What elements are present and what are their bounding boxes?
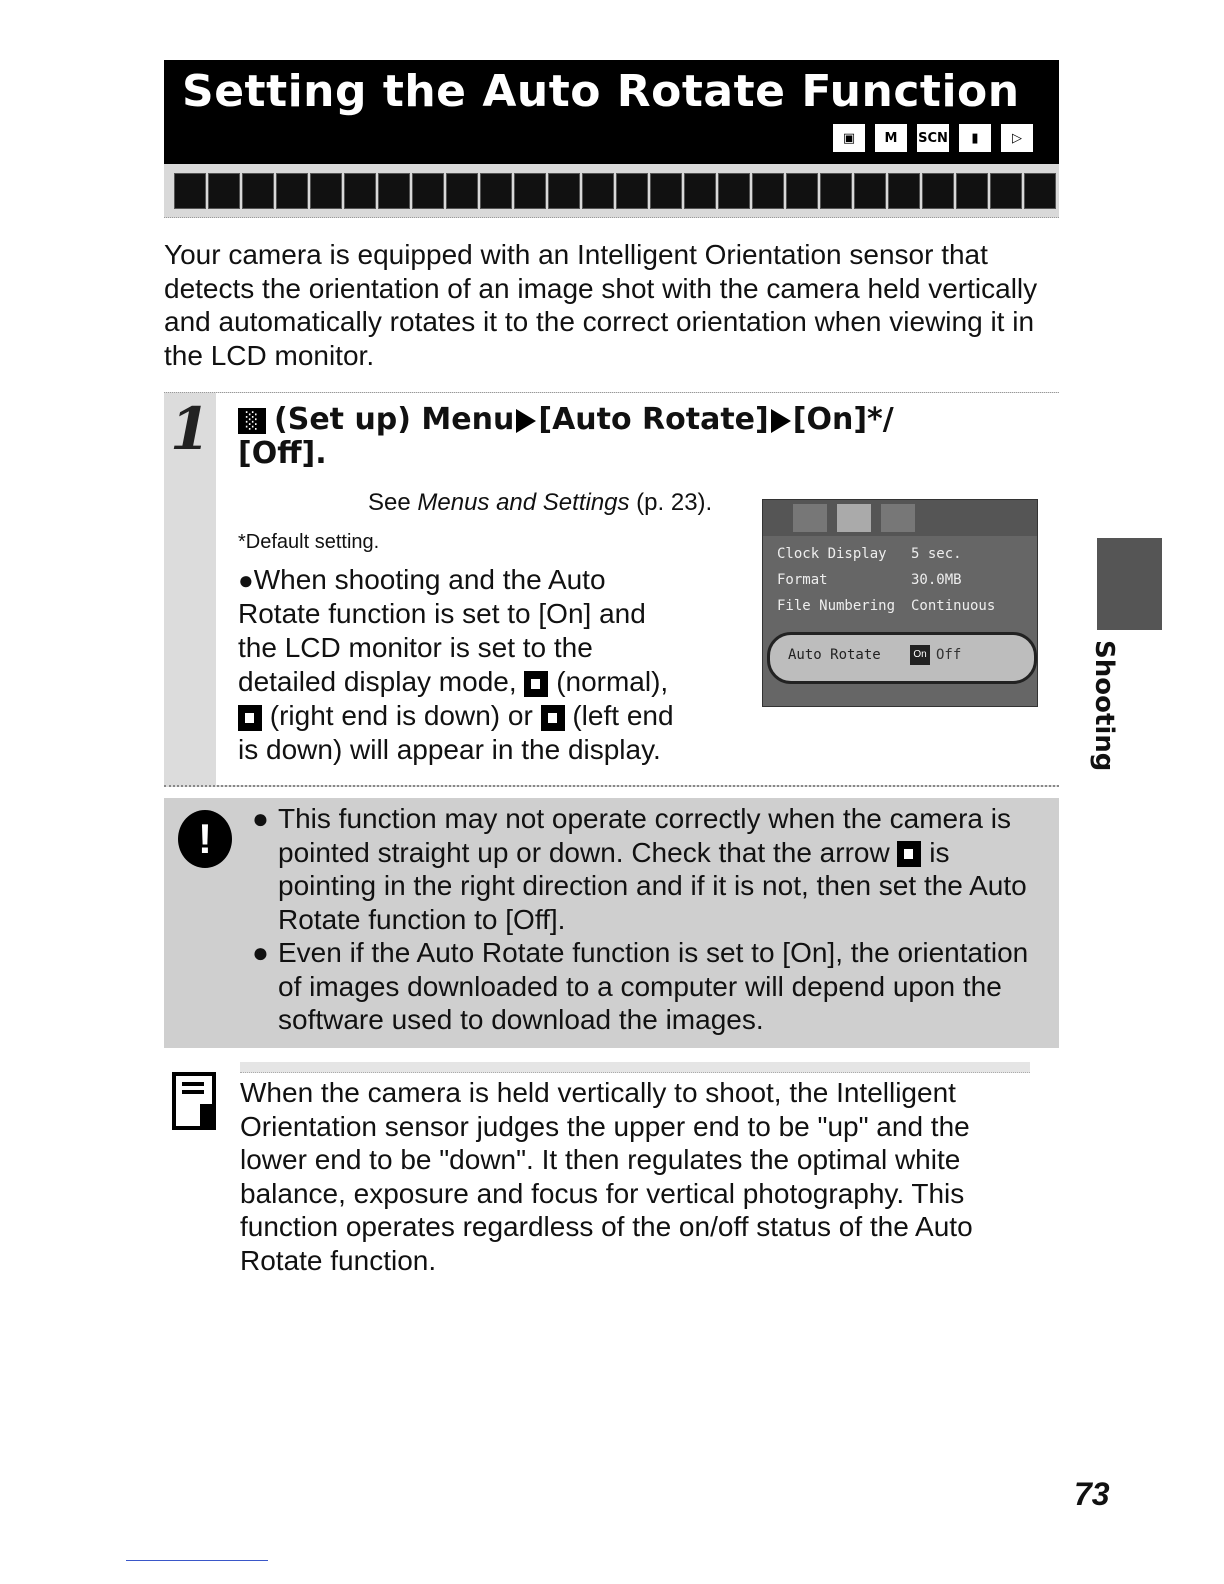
- see-link-title: Menus and Settings: [417, 489, 630, 516]
- bullet-text-a: When shooting and the Auto Rotate function is set to [On] and the LCD monitor is set to the detailed display mode,: [238, 564, 646, 697]
- mode-icons-top: [831, 122, 1035, 154]
- shooting-mode-icon: [446, 173, 478, 209]
- shooting-mode-icon: [208, 173, 240, 209]
- lcd-row-label: Format: [777, 572, 828, 588]
- shooting-mode-icon: [752, 173, 784, 209]
- caution-text: is pointing in the right direction and if it is not, then set the Auto Rotate function to [Off].: [278, 836, 1027, 935]
- shooting-mode-icon: [548, 173, 580, 209]
- lcd-row-value: 5 sec.: [911, 546, 962, 562]
- shooting-mode-icon: [616, 173, 648, 209]
- lcd-row: [777, 546, 1023, 568]
- heading-part3: [On]*/: [792, 402, 894, 437]
- shooting-mode-icon: [922, 173, 954, 209]
- shooting-mode-icon-strip: [164, 164, 1059, 218]
- lcd-menu-screenshot: [762, 499, 1038, 707]
- shooting-mode-icon: [480, 173, 512, 209]
- default-setting-note: *Default setting.: [238, 531, 380, 553]
- bullet-text-d: (left end is down) will appear in the display.: [238, 700, 674, 765]
- note-icon: [172, 1072, 216, 1130]
- footer-line: [126, 1560, 268, 1561]
- step-box: [164, 392, 1059, 787]
- bullet-icon: ●: [252, 803, 269, 834]
- lcd-tab-mycamera-icon: [881, 504, 915, 532]
- step-content: [216, 393, 1059, 785]
- step-number: 1: [170, 395, 211, 463]
- shooting-mode-icon: [276, 173, 308, 209]
- heading-part4: [Off].: [238, 436, 327, 471]
- caution-list: [244, 802, 1044, 1037]
- arrow-icon: [771, 409, 791, 433]
- lcd-row-label: File Numbering: [777, 598, 896, 614]
- shooting-mode-icon: [310, 173, 342, 209]
- page-number: 73: [1074, 1476, 1110, 1512]
- lcd-tab-bar: [763, 500, 1037, 536]
- intro-paragraph: Your camera is equipped with an Intelligent Orientation sensor that detects the orientation of an image shot with the camera held vertically and automatically rotates it to the correct orientation when viewing it in the LCD monitor.: [164, 239, 1038, 371]
- shooting-mode-icon: [514, 173, 546, 209]
- bullet-text-c: (right end is down) or: [269, 700, 533, 731]
- orientation-left-down-icon: [541, 705, 565, 731]
- shooting-mode-icon: [412, 173, 444, 209]
- caution-text: Even if the Auto Rotate function is set to [On], the orientation of images downloaded to a computer will depend upon the software used to download the images.: [278, 937, 1029, 1035]
- shooting-mode-icon: [344, 173, 376, 209]
- playback-mode-icon: ▷: [999, 122, 1035, 154]
- arrow-icon: [516, 409, 536, 433]
- shooting-mode-icon: [820, 173, 852, 209]
- caution-icon: !: [178, 810, 232, 868]
- shooting-mode-icon: [378, 173, 410, 209]
- step-heading: [238, 403, 998, 471]
- chapter-tab: [1097, 538, 1162, 630]
- lcd-tab-setup-icon: [837, 504, 871, 532]
- shooting-mode-icon: [1024, 173, 1056, 209]
- shooting-mode-icon: [582, 173, 614, 209]
- bullet-icon: ●: [238, 565, 254, 595]
- chapter-tab-label: [1085, 640, 1125, 780]
- lcd-on-option: On: [910, 645, 930, 665]
- lcd-row-value: 30.0MB: [911, 572, 962, 588]
- shooting-mode-icon: [854, 173, 886, 209]
- manual-mode-icon: M: [873, 122, 909, 154]
- title-bar: [164, 60, 1059, 164]
- shooting-mode-icon: [684, 173, 716, 209]
- lcd-off-option: Off: [936, 647, 962, 663]
- orientation-right-down-icon: [238, 705, 262, 731]
- shooting-mode-icon: [718, 173, 750, 209]
- shooting-mode-icon: [956, 173, 988, 209]
- caution-item: [244, 802, 1044, 936]
- note-text: When the camera is held vertically to shoot, the Intelligent Orientation sensor judges the upper end to be "up" and the lower end to be "down". It then regulates the optimal white balance, exposure and focus for vertical photography. This function operates regardless of the on/off status of the Auto Rotate function.: [240, 1077, 973, 1276]
- orientation-arrow-icon: [897, 841, 921, 867]
- lcd-row-value: Continuous: [911, 598, 996, 614]
- page-title: Setting the Auto Rotate Function: [182, 66, 1020, 117]
- lcd-row: [777, 598, 1023, 620]
- setup-menu-icon: ░: [238, 408, 266, 434]
- scene-mode-icon: SCN: [915, 122, 951, 154]
- shooting-mode-icon: [786, 173, 818, 209]
- lcd-auto-rotate-label: Auto Rotate: [788, 647, 881, 663]
- shooting-mode-icon: [888, 173, 920, 209]
- shooting-mode-icon: [174, 173, 206, 209]
- see-reference: [368, 489, 712, 517]
- lcd-tab-camera-icon: [793, 504, 827, 532]
- caution-item: [244, 936, 1044, 1037]
- movie-mode-icon: ▮: [957, 122, 993, 154]
- note-divider: [240, 1062, 1030, 1073]
- see-prefix: See: [368, 489, 418, 516]
- see-suffix: (p. 23).: [629, 489, 713, 516]
- shooting-mode-icon: [242, 173, 274, 209]
- bullet-icon: ●: [252, 937, 269, 968]
- shooting-mode-icon: [650, 173, 682, 209]
- caution-box: [164, 798, 1059, 1048]
- shooting-mode-icon: [990, 173, 1022, 209]
- orientation-normal-icon: [524, 671, 548, 697]
- caution-text: This function may not operate correctly when the camera is pointed straight up or down. Check that the arrow: [278, 803, 1012, 868]
- step-bullet: [238, 563, 678, 767]
- lcd-row: [777, 572, 1023, 594]
- heading-part1: (Set up) Menu: [274, 402, 515, 437]
- bullet-text-b: (normal),: [556, 666, 669, 697]
- heading-part2: [Auto Rotate]: [538, 402, 769, 437]
- camera-mode-icon: ▣: [831, 122, 867, 154]
- chapter-label-text: Shooting: [1089, 640, 1119, 772]
- lcd-row-label: Clock Display: [777, 546, 887, 562]
- lcd-auto-rotate-row: [767, 632, 1037, 684]
